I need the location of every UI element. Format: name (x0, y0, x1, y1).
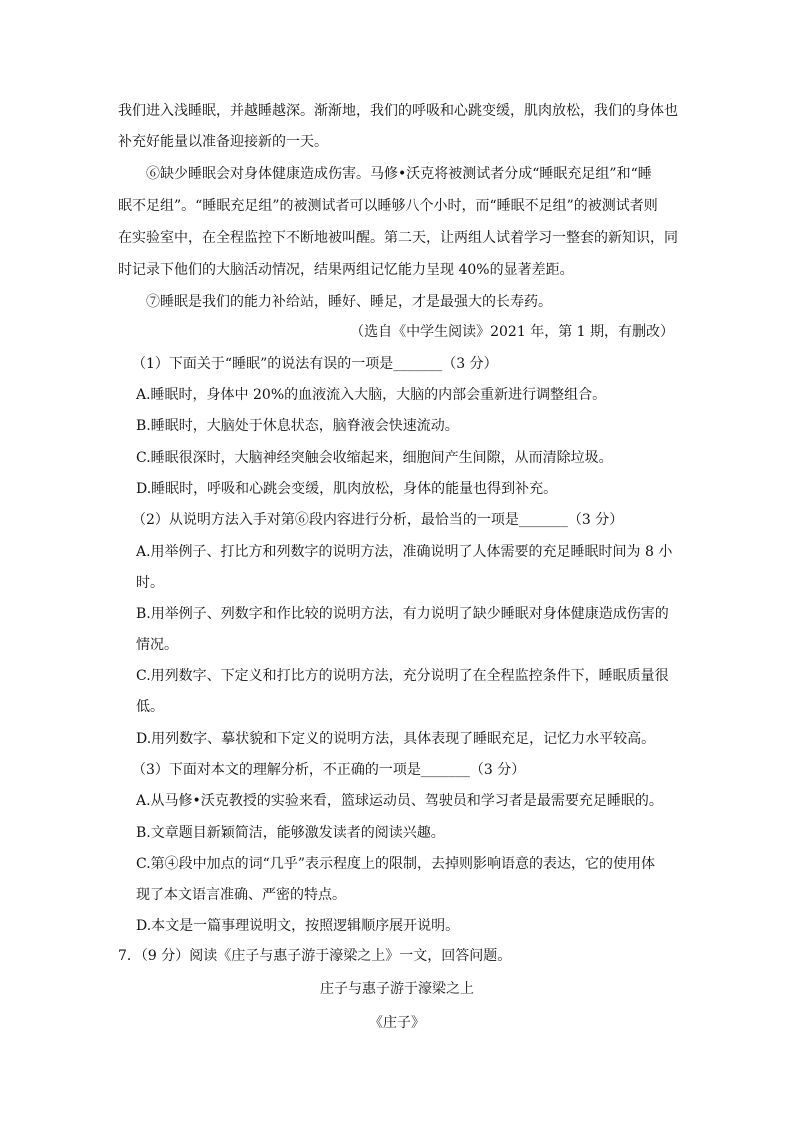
question-1-option-a: A.睡眠时，身体中 20%的血液流入大脑，大脑的内部会重新进行调整组合。 (136, 387, 607, 403)
question-2-option-b: B.用举例子、列数字和作比较的说明方法，有力说明了缺少睡眠对身体健康造成伤害的 (136, 606, 669, 622)
question-7-text-title: 庄子与惠子游于濠梁之上 (320, 981, 474, 997)
question-2-stem: （2）从说明方法入手对第⑥段内容进行分析，最恰当的一项是_______（3 分） (132, 512, 624, 528)
passage-paragraph-6: ⑥缺少睡眠会对身体健康造成伤害。马修•沃克将被测试者分成“睡眠充足组”和“睡 (146, 166, 652, 182)
passage-line: 补充好能量以准备迎接新的一天。 (118, 134, 328, 150)
question-7-text-author: 《庄子》 (369, 1015, 425, 1031)
question-7-stem: 7．（9 分）阅读《庄子与惠子游于濠梁之上》一文，回答问题。 (118, 948, 512, 964)
question-1-option-b: B.睡眠时，大脑处于休息状态，脑脊液会快速流动。 (136, 418, 459, 434)
question-3-stem: （3）下面对本文的理解分析，不正确的一项是_______（3 分） (132, 762, 526, 778)
question-2-option-c-cont: 低。 (136, 699, 164, 715)
passage-line: 时记录下他们的大脑活动情况，结果两组记忆能力呈现 40%的显著差距。 (118, 262, 574, 278)
passage-source: （选自《中学生阅读》2021 年，第 1 期，有删改） (350, 324, 674, 340)
question-1-option-d: D.睡眠时，呼吸和心跳会变缓，肌肉放松，身体的能量也得到补充。 (136, 481, 558, 497)
passage-line: 眠不足组”。“睡眠充足组”的被测试者可以睡够八个小时，而“睡眠不足组”的被测试者则 (118, 198, 658, 214)
passage-line: 在实验室中，在全程监控下不断地被叫醒。第二天，让两组人试着学习一整套的新知识，同 (118, 230, 678, 246)
question-2-option-d: D.用列数字、摹状貌和下定义的说明方法，具体表现了睡眠充足，记忆力水平较高。 (136, 731, 656, 747)
question-2-option-b-cont: 情况。 (136, 637, 178, 653)
question-3-option-c-cont: 现了本文语言准确、严密的特点。 (136, 887, 346, 903)
question-3-option-c: C.第④段中加点的词“几乎”表示程度上的限制，去掉则影响语意的表达，它的使用体 (136, 856, 655, 872)
question-3-option-d: D.本文是一篇事理说明文，按照逻辑顺序展开说明。 (136, 918, 460, 934)
question-3-option-a: A.从马修•沃克教授的实验来看，篮球运动员、驾驶员和学习者是最需要充足睡眠的。 (136, 793, 663, 809)
question-2-option-c: C.用列数字、下定义和打比方的说明方法，充分说明了在全程监控条件下，睡眠质量很 (136, 668, 669, 684)
passage-line: 我们进入浅睡眠，并越睡越深。渐渐地，我们的呼吸和心跳变缓，肌肉放松，我们的身体也 (118, 103, 678, 119)
question-1-option-c: C.睡眠很深时，大脑神经突触会收缩起来，细胞间产生间隙，从而清除垃圾。 (136, 450, 613, 466)
question-3-option-b: B.文章题目新颖简洁，能够激发读者的阅读兴趣。 (136, 825, 445, 841)
question-1-stem: （1）下面关于“睡眠”的说法有误的一项是_______（3 分） (132, 356, 498, 372)
passage-paragraph-7: ⑦睡眠是我们的能力补给站，睡好、睡足，才是最强大的长寿药。 (146, 294, 552, 310)
question-2-option-a-cont: 时。 (136, 575, 164, 591)
question-2-option-a: A.用举例子、打比方和列数字的说明方法，准确说明了人体需要的充足睡眠时间为 8 小 (136, 544, 673, 560)
